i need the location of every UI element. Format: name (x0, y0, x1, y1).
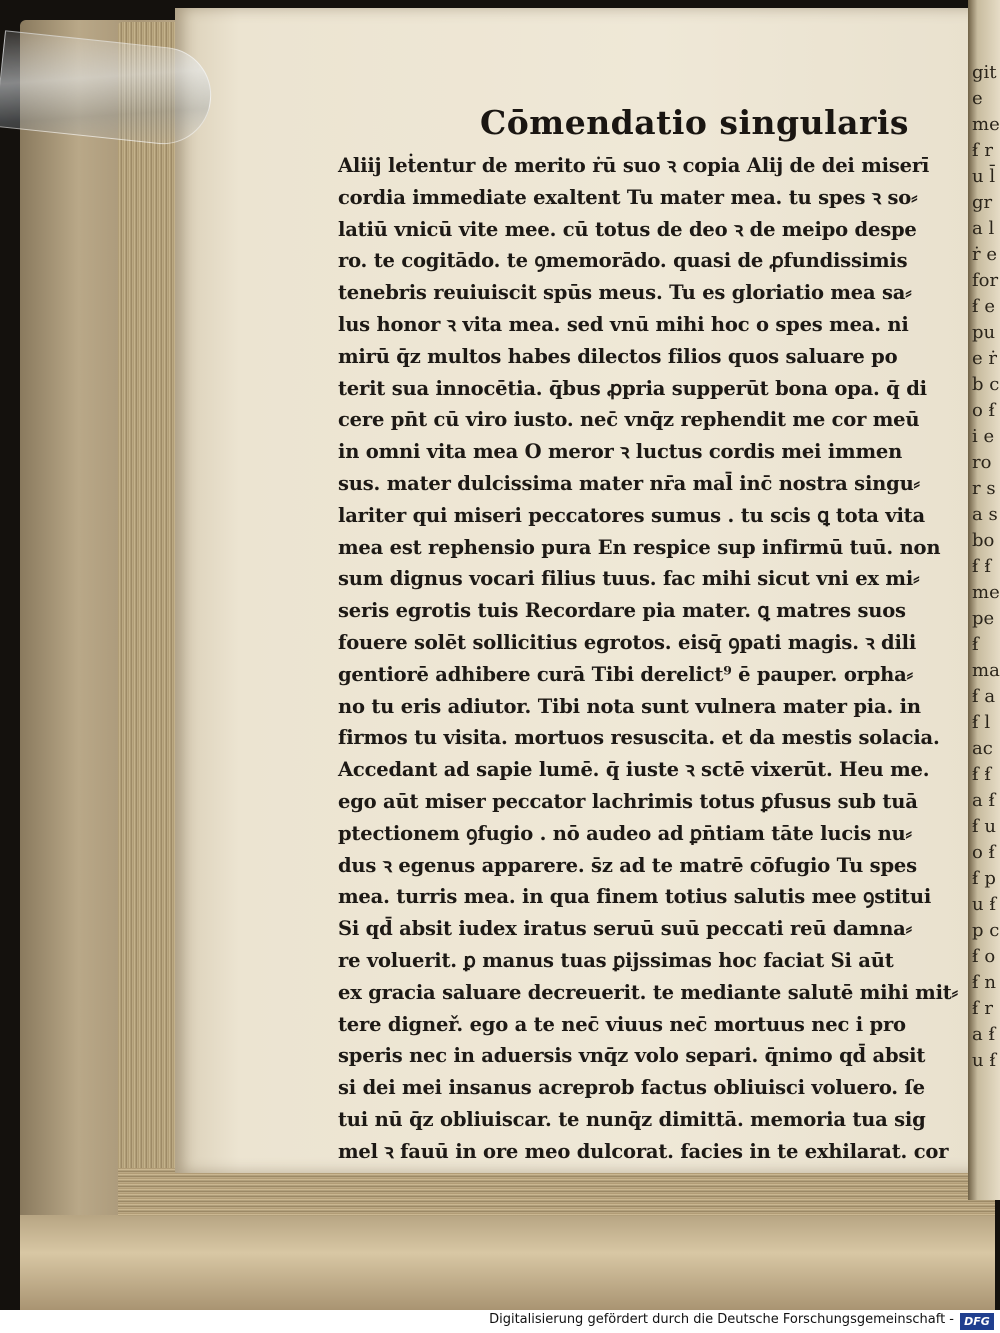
footer-credit: Digitalisierung gefördert durch die Deutsche Forschungsgemeinschaft - (489, 1312, 954, 1327)
text-line: Accedant ad sapie lumē. q̄ iuste ꝛ sctē vixerūt. Heu me. (338, 758, 930, 782)
text-line: mea. turris mea. in qua finem totius salutis mee ꝯstitui (338, 885, 932, 909)
text-line: tui nū q̄z obliuiscar. te nunq̄z dimittā. memoria tua sig (338, 1107, 926, 1131)
text-line: latiū vnicū vite mee. cū totus de deo ꝛ de meipo despe (338, 217, 917, 241)
text-line: sus. mater dulcissima mater nr̄a mal̄ inc̄ nostra singu⸗ (338, 471, 920, 495)
page-heading: Cōmendatio singularis (480, 103, 910, 142)
text-line: no tu eris adiutor. Tibi nota sunt vulnera mater pia. in (338, 694, 921, 718)
text-line: in omni vita mea O meror ꝛ luctus cordis mei immen (338, 440, 903, 464)
text-block (338, 150, 958, 1168)
text-line: mirū q̄z multos habes dilectos filios quos saluare po (338, 344, 898, 368)
text-line: si dei mei insanus acreprob factus obliuisci voluero. ſe (338, 1076, 925, 1100)
text-line: tenebris reuiuiscit spūs meus. Tu es gloriatio mea sa⸗ (338, 281, 912, 305)
dfg-logo[interactable]: DFG (960, 1313, 994, 1330)
text-line: cordia immediate exaltent Tu mater mea. tu spes ꝛ so⸗ (338, 185, 918, 209)
text-line: terit sua innocētia. q̄bus ꝓpria supperūt bona opa. q̄ di (338, 376, 927, 400)
text-line: cere pn̄t cū viro iusto. nec̄ vnq̄z rephendit me cor meū (338, 408, 920, 432)
text-line: mea est rephensio pura En respice sup infirmū tuū. non (338, 535, 941, 559)
text-line: tere digneř. ego a te nec̄ viuus nec̄ mortuus nec i pro (338, 1012, 906, 1036)
text-line: ego aūt miser peccator lachrimis totus ꝑfusus sub tuā (338, 789, 918, 813)
footer-bar (0, 1310, 1000, 1333)
text-line: Si qd̄ absit iudex iratus seruū suū peccati reū damna⸗ (338, 917, 912, 941)
text-line: seris egrotis tuis Recordare pia mater. ꝗ matres suos (338, 599, 906, 623)
page-edges-left (118, 22, 180, 1202)
page-edges-bottom (118, 1168, 995, 1216)
text-line: fouere solēt sollicitius egrotos. eisq̄ ꝯpati magis. ꝛ dili (338, 630, 917, 654)
text-line: ptectionem ꝯfugio . nō audeo ad ꝑn̄tiam tāte lucis nu⸗ (338, 821, 912, 845)
text-line: ex gracia saluare decreuerit. te mediante salutē mihi mit⸗ (338, 980, 958, 1004)
text-line: firmos tu visita. mortuos resuscita. et da mestis solacia. (338, 726, 940, 750)
book-cover-bottom-edge (20, 1215, 995, 1310)
text-line: re voluerit. ꝑ manus tuas ꝑijssimas hoc faciat Si aūt (338, 948, 894, 972)
text-line: ro. te cogitādo. te ꝯmemorādo. quasi de ꝓfundissimis (338, 249, 908, 273)
text-line: speris nec in aduersis vnq̄z volo separi. q̄nimo qd̄ absit (338, 1044, 926, 1068)
facing-page-text: gite me ẜ ru l̄ gra l ṙ e for ẜ e pue ṙ b co ẜi ero r sa s bo ẜ ẜ me pe ẜ ma ẜ a ẜ lac ẜ ẜ a ẜ ẜ uo ẜ ẜ pu ẜ p c ẜ o ẜ n ẜ r a ẜ u ẜ (972, 62, 1000, 1071)
text-line: lariter qui miseri peccatores sumus . tu scis ꝗ tota vita (338, 503, 925, 527)
text-line: gentiorē adhibere curā Tibi derelict⁹ ē pauper. orpha⸗ (338, 662, 913, 686)
text-line: lus honor ꝛ vita mea. sed vnū mihi hoc o spes mea. ni (338, 312, 909, 336)
text-line: sum dignus vocari filius tuus. fac mihi sicut vni ex mi⸗ (338, 567, 920, 591)
text-line: mel ꝛ fauū in ore meo dulcorat. facies in te exhilarat. cor (338, 1139, 949, 1163)
text-line: Aliij leṫentur de merito ṙū suo ꝛ copia Alij de dei miserī (338, 154, 930, 177)
text-line: dus ꝛ egenus apparere. s̄z ad te matrē cōfugio Tu spes (338, 853, 917, 877)
